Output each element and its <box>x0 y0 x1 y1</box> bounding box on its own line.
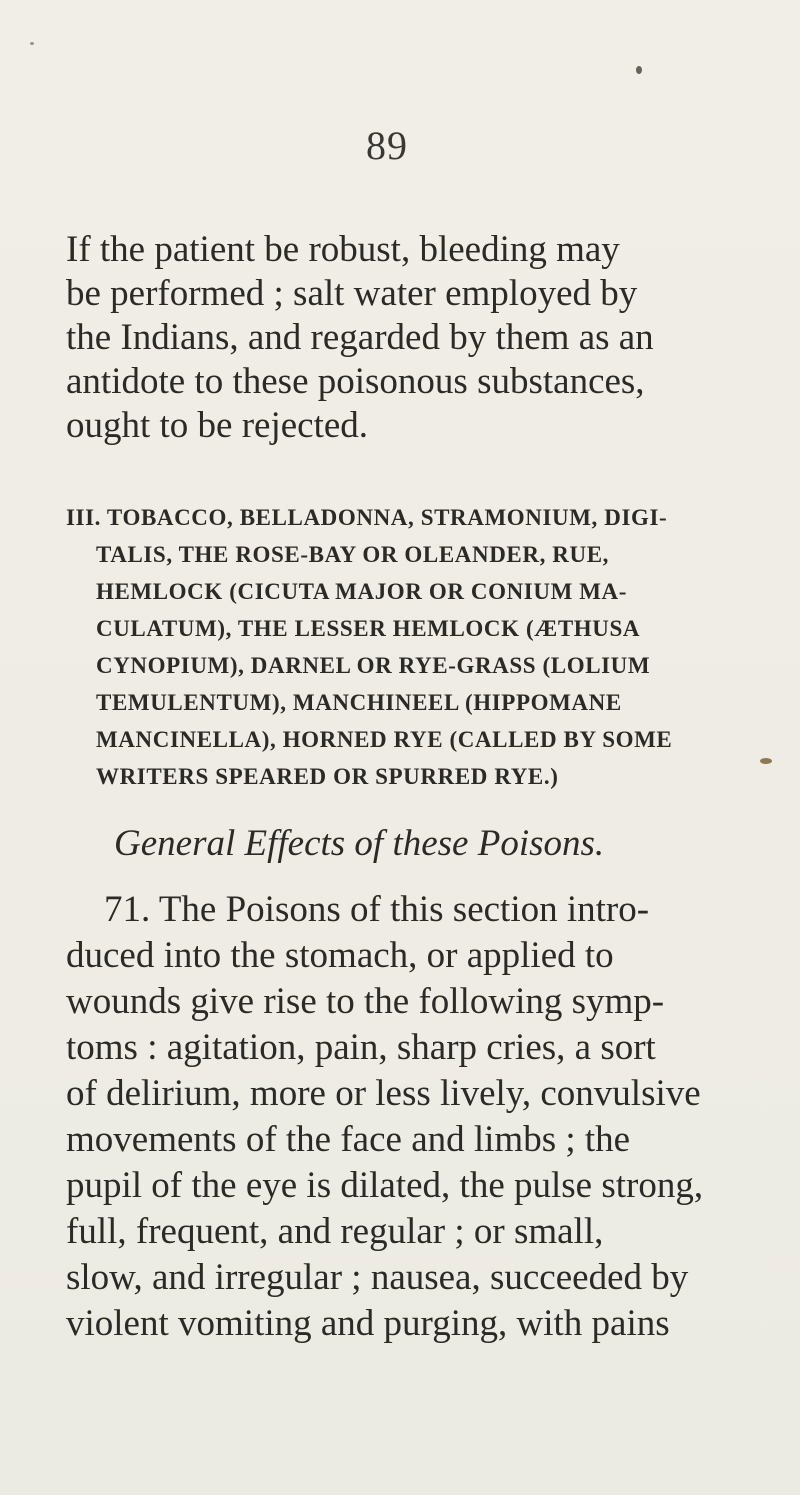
paragraph-2-line: pupil of the eye is dilated, the pulse strong, <box>66 1165 704 1206</box>
paragraph-2-line: slow, and irregular ; nausea, succeeded by <box>66 1257 689 1298</box>
paper-speck <box>30 42 34 45</box>
section-title-line: CYNOPIUM), DARNEL OR RYE-GRASS (LOLIUM <box>96 653 651 678</box>
paragraph-2-line: toms : agitation, pain, sharp cries, a sort <box>66 1027 656 1068</box>
paragraph-2-line: movements of the face and limbs ; the <box>66 1119 631 1160</box>
paragraph-2-line: violent vomiting and purging, with pains <box>66 1303 670 1344</box>
section-title-line: TALIS, THE ROSE-BAY OR OLEANDER, RUE, <box>96 542 609 567</box>
paragraph-1-line: If the patient be robust, bleeding may <box>66 229 620 270</box>
paragraph-2-line: full, frequent, and regular ; or small, <box>66 1211 604 1252</box>
paragraph-2-line: wounds give rise to the following symp- <box>66 981 665 1022</box>
paper-speck <box>760 758 772 764</box>
section-title-line: WRITERS SPEARED OR SPURRED RYE.) <box>96 764 559 789</box>
section-title-line: CULATUM), THE LESSER HEMLOCK (ÆTHUSA <box>96 616 641 641</box>
paragraph-2-line: 71. The Poisons of this section intro- <box>104 889 650 930</box>
page-number: 89 <box>366 123 408 168</box>
paragraph-1-line: the Indians, and regarded by them as an <box>66 317 654 358</box>
paragraph-1-line: antidote to these poisonous substances, <box>66 361 645 402</box>
paragraph-2-line: duced into the stomach, or applied to <box>66 935 614 976</box>
subheading: General Effects of these Poisons. <box>114 823 605 864</box>
section-title-line: MANCINELLA), HORNED RYE (CALLED BY SOME <box>96 727 673 752</box>
paper-speck <box>636 66 642 74</box>
section-title-line: HEMLOCK (CICUTA MAJOR OR CONIUM MA- <box>96 579 628 604</box>
paragraph-2-line: of delirium, more or less lively, convulsive <box>66 1073 701 1114</box>
section-title-line: TEMULENTUM), MANCHINEEL (HIPPOMANE <box>96 690 622 715</box>
section-title-line: III. TOBACCO, BELLADONNA, STRAMONIUM, DIGI- <box>66 505 668 530</box>
paragraph-1-line: be performed ; salt water employed by <box>66 273 638 314</box>
paragraph-1-line: ought to be rejected. <box>66 405 369 446</box>
